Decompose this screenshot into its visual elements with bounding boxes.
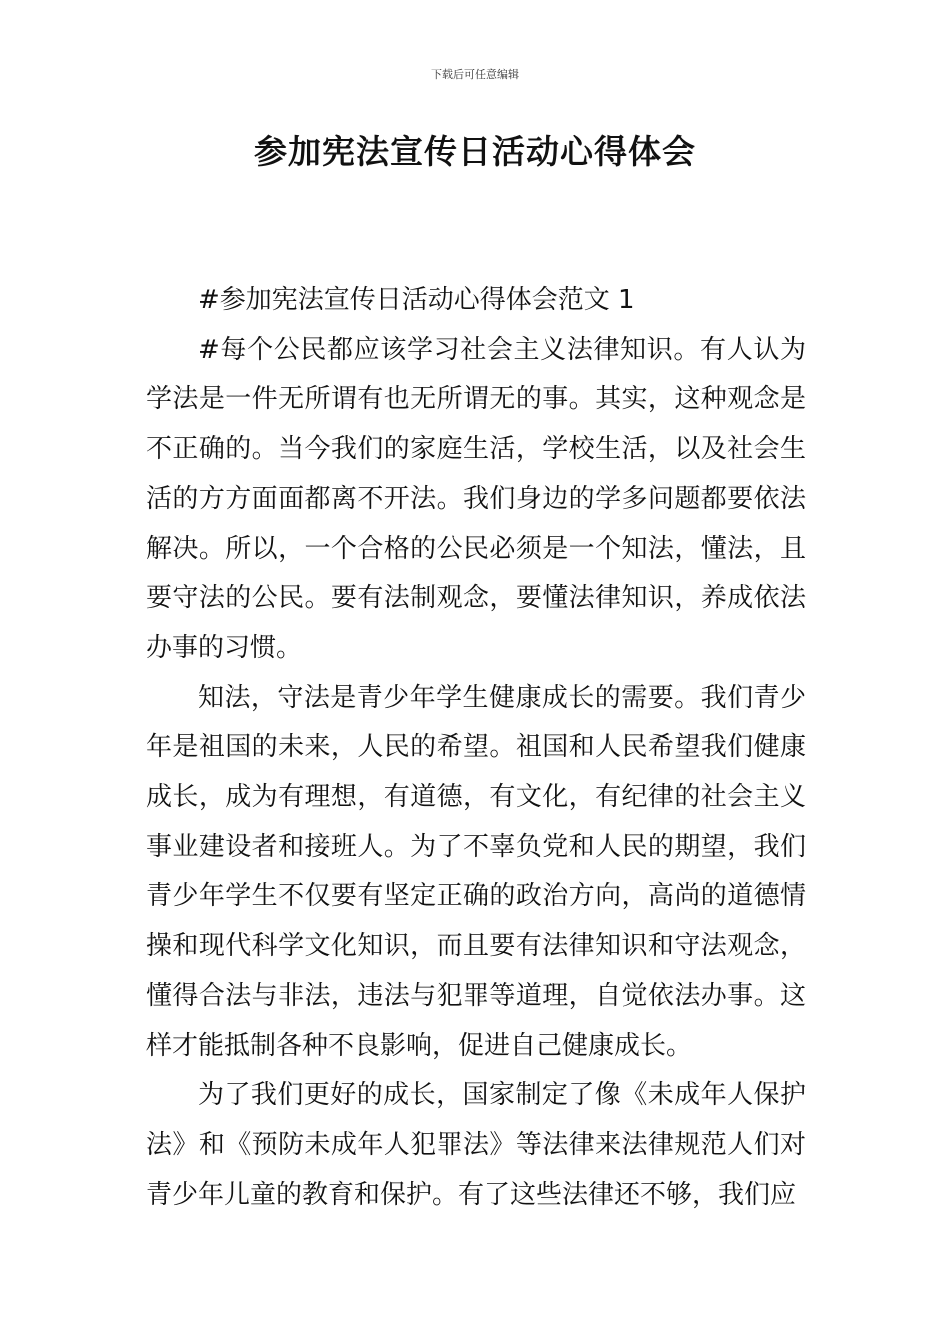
paragraph-subtitle: #参加宪法宣传日活动心得体会范文 1 <box>198 285 635 315</box>
paragraph-1: #每个公民都应该学习社会主义法律知识。有人认为学法是一件无所谓有也无所谓无的事。其实，这种观念是不正确的。当今我们的家庭生活，学校生活，以及社会生活的方方面面都离不开法。我们身边的学多问题都要依法解决。所以，一个合格的公民必须是一个知法，懂法，且要守法的公民。要有法制观念，要懂法律知识，养成依法办事的习惯。 <box>146 334 806 663</box>
paragraph-2: 知法，守法是青少年学生健康成长的需要。我们青少年是祖国的未来，人民的希望。祖国和人民希望我们健康成长，成为有理想，有道德，有文化，有纪律的社会主义事业建设者和接班人。为了不辜负党和人民的期望，我们青少年学生不仅要有坚定正确的政治方向，高尚的道德情操和现代科学文化知识，而且要有法律知识和守法观念，懂得合法与非法，违法与犯罪等道理，自觉依法办事。这样才能抵制各种不良影响，促进自己健康成长。 <box>146 682 806 1061</box>
page-title: 参加宪法宣传日活动心得体会 <box>254 132 696 171</box>
header-note: 下载后可任意编辑 <box>431 68 519 81</box>
document-body <box>146 276 806 1220</box>
paragraph-3: 为了我们更好的成长，国家制定了像《未成年人保护法》和《预防未成年人犯罪法》等法律来法律规范人们对青少年儿童的教育和保护。有了这些法律还不够，我们应 <box>146 1080 806 1210</box>
